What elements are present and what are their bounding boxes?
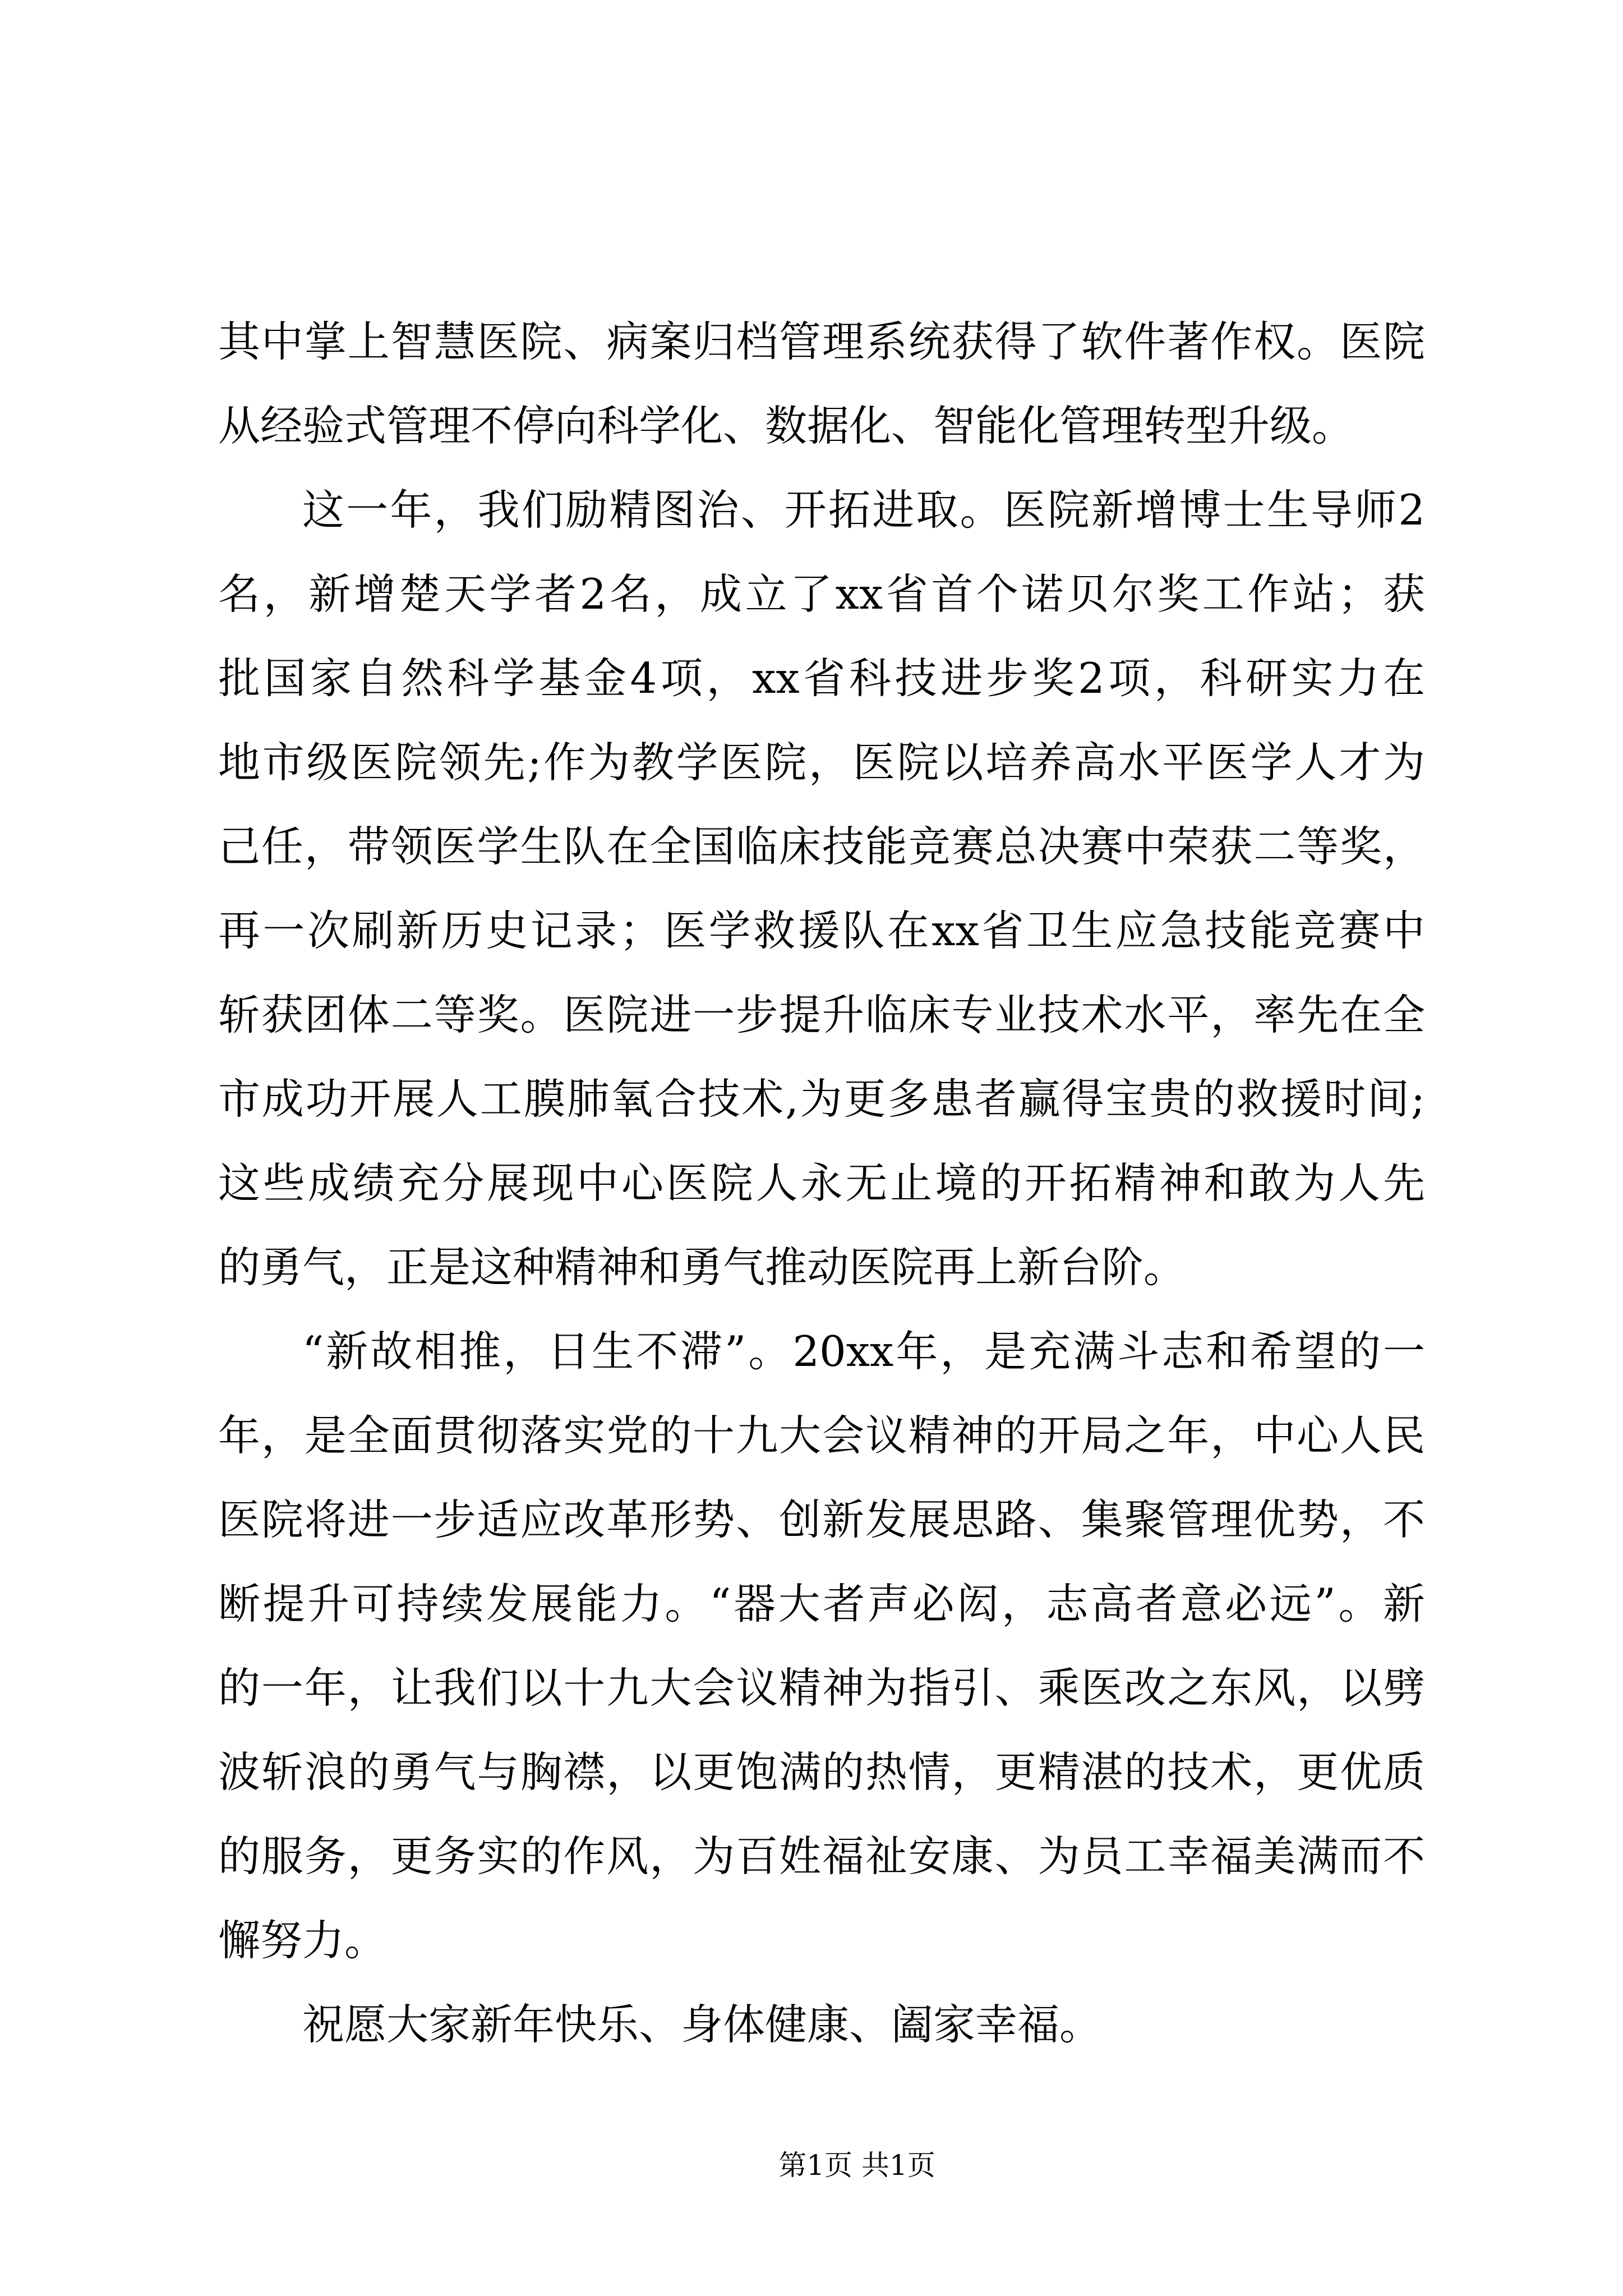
paragraph: [218, 1982, 1425, 2067]
paragraph-line: 年，是全面贯彻落实党的十九大会议精神的开局之年，中心人民: [218, 1411, 1425, 1460]
paragraph-line: 其中掌上智慧医院、病案归档管理系统获得了软件著作权。医院: [218, 317, 1425, 366]
paragraph-line: “新故相推，日生不滞”。20xx年，是充满斗志和希望的一: [302, 1327, 1425, 1376]
paragraph-line: 的一年，让我们以十九大会议精神为指引、乘医改之东风，以劈: [218, 1663, 1425, 1713]
paragraph: [218, 300, 1425, 468]
document-body: [218, 300, 1425, 2067]
paragraph-line: 懈努力。: [218, 1916, 387, 1965]
paragraph-line: 斩获团体二等奖。医院进一步提升临床专业技术水平，率先在全: [218, 990, 1425, 1039]
paragraph: [218, 1309, 1425, 1982]
paragraph-line: 的勇气，正是这种精神和勇气推动医院再上新台阶。: [218, 1243, 1186, 1292]
paragraph-line: 这些成绩充分展现中心医院人永无止境的开拓精神和敢为人先: [218, 1158, 1425, 1208]
paragraph-line: 名，新增楚天学者2名，成立了xx省首个诺贝尔奖工作站；获: [218, 569, 1425, 619]
paragraph-line: 从经验式管理不停向科学化、数据化、智能化管理转型升级。: [218, 401, 1354, 450]
paragraph-line: 的服务，更务实的作风，为百姓福祉安康、为员工幸福美满而不: [218, 1832, 1425, 1881]
paragraph-line: 市成功开展人工膜肺氧合技术,为更多患者赢得宝贵的救援时间;: [218, 1074, 1425, 1124]
paragraph-line: 医院将进一步适应改革形势、创新发展思路、集聚管理优势，不: [218, 1495, 1425, 1544]
paragraph-line: 地市级医院领先;作为教学医院，医院以培养高水平医学人才为: [218, 738, 1425, 787]
paragraph-line: 批国家自然科学基金4项，xx省科技进步奖2项，科研实力在: [218, 654, 1425, 703]
paragraph-line: 波斩浪的勇气与胸襟，以更饱满的热情，更精湛的技术，更优质: [218, 1747, 1425, 1797]
paragraph-line: 这一年，我们励精图治、开拓进取。医院新增博士生导师2: [302, 485, 1425, 535]
paragraph-line: 己任，带领医学生队在全国临床技能竞赛总决赛中荣获二等奖，: [218, 822, 1425, 871]
page-footer: 第1页 共1页: [778, 2149, 935, 2182]
paragraph: [218, 468, 1425, 1309]
paragraph-line: 再一次刷新历史记录；医学救援队在xx省卫生应急技能竞赛中: [218, 906, 1425, 955]
paragraph-line: 断提升可持续发展能力。“器大者声必闳，志高者意必远”。新: [218, 1579, 1425, 1628]
paragraph-line: 祝愿大家新年快乐、身体健康、阖家幸福。: [302, 2000, 1102, 2049]
